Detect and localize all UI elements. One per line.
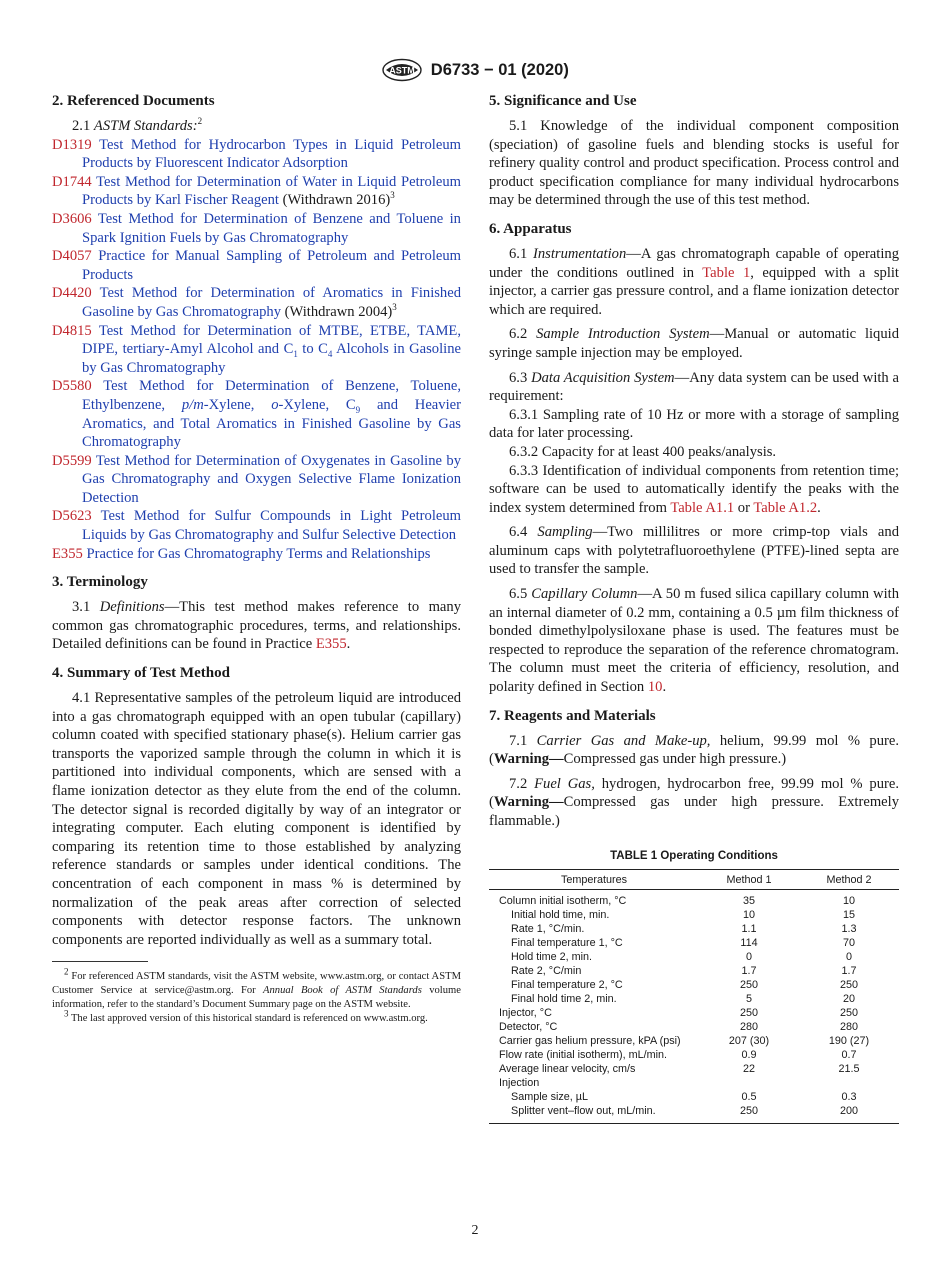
row-label: Final temperature 2, °C <box>511 978 623 991</box>
column-header: Method 1 <box>699 869 799 889</box>
operating-conditions-table <box>489 869 899 1124</box>
row-label: Average linear velocity, cm/s <box>499 1062 636 1075</box>
table-row <box>489 1090 899 1104</box>
footnote-3: $^3$ The last approved version of this historical standard is referenced on www.astm.org. <box>64 1008 428 1025</box>
method-1-value: 0 <box>745 950 752 963</box>
method-2-value: 1.7 <box>841 964 857 977</box>
section-5-1: 5.1 Knowledge of the individual component composition (speciation) of gasoline fuels and blending stocks is useful for refinery quality control and product specification. Process control and product specification compliance for many individual hydrocarbons may be determined through the use of this test method. <box>489 118 899 209</box>
row-label: Final hold time 2, min. <box>511 992 617 1005</box>
table-row <box>489 992 899 1006</box>
method-2-value <box>799 1076 899 1090</box>
method-2-value: 21.5 <box>838 1062 860 1075</box>
section-6-2: 6.2 Sample Introduction System—Manual or automatic liquid syringe sample injection may be employed. <box>489 326 899 361</box>
method-2-value: 10 <box>842 894 855 907</box>
reference-item[interactable]: D5623 Test Method for Sulfur Compounds in Light Petroleum Liquids by Gas Chromatography and Sulfur Selective Detection <box>52 508 462 544</box>
method-1-value <box>699 1076 799 1090</box>
section-2-1: 2.1 ASTM Standards:$^2$ <box>72 116 203 134</box>
table-row <box>489 964 899 978</box>
table-row <box>489 950 899 964</box>
section-6-heading: 6. Apparatus <box>489 220 572 237</box>
table-row <box>489 978 899 992</box>
method-1-value: 250 <box>739 978 758 991</box>
method-2-value: 250 <box>839 978 858 991</box>
method-1-value: 35 <box>742 894 755 907</box>
table-a1-2-link[interactable]: Table A1.2 <box>753 499 818 516</box>
method-2-value: 0 <box>845 950 852 963</box>
method-1-value: 250 <box>699 1104 799 1124</box>
method-2-value: 0.7 <box>841 1048 857 1061</box>
reference-item[interactable]: D5599 Test Method for Determination of Oxygenates in Gasoline by Gas Chromatography and Oxygen Selective Flame Ionization Detection <box>52 452 462 506</box>
method-1-value: 22 <box>742 1062 755 1075</box>
row-label: Splitter vent–flow out, mL/min. <box>489 1104 699 1124</box>
section-7-1: 7.1 Carrier Gas and Make-up, helium, 99.99 mol % pure. (Warning—Compressed gas under high pressure.) <box>489 732 899 768</box>
page-header <box>0 58 950 84</box>
method-2-value: 0.3 <box>841 1090 857 1103</box>
svg-text:ASTM: ASTM <box>389 65 415 76</box>
row-label: Rate 2, °C/min <box>511 964 582 977</box>
method-1-value: 0.5 <box>741 1090 757 1103</box>
table-row <box>489 1034 899 1048</box>
method-2-value: 200 <box>799 1104 899 1124</box>
row-label: Column initial isotherm, °C <box>499 894 627 907</box>
section-2-heading: 2. Referenced Documents <box>52 93 215 109</box>
method-1-value: 10 <box>742 908 755 921</box>
section-4-heading: 4. Summary of Test Method <box>52 665 230 682</box>
section-5-heading: 5. Significance and Use <box>489 93 637 109</box>
method-1-value: 1.7 <box>741 964 757 977</box>
table-row <box>489 889 899 908</box>
method-1-value: 1.1 <box>741 922 757 935</box>
e355-link[interactable]: E355 <box>315 636 347 653</box>
table-row <box>489 936 899 950</box>
row-label: Flow rate (initial isotherm), mL/min. <box>499 1048 667 1061</box>
footnote-2: $^2$ For referenced ASTM standards, visit the ASTM website, www.astm.org, or contact ASTM Customer Service at service@astm.org. For Annual Book of ASTM Standards volume information, refer to the standard’s Document Summary page on the ASTM website. <box>52 966 461 1011</box>
reference-item[interactable]: D1744 Test Method for Determination of Water in Liquid Petroleum Products by Karl Fischer Reagent (Withdrawn 2016)$^3$ <box>52 173 461 209</box>
table-1 <box>489 849 899 1124</box>
method-1-value: 250 <box>739 1006 758 1019</box>
section-3-heading: 3. Terminology <box>52 574 148 591</box>
designation: D6733 − 01 (2020) <box>430 60 569 79</box>
section-4-1: 4.1 Representative samples of the petroleum liquid are introduced into a gas chromatograph equipped with an open tubular (capillary) column coated with specified stationary phase(s). Helium carrier gas transports the vaporized sample through the column in which it is partitioned into individual components, which are sensed with a flame ionization detector as they elute from the end of the column. The detector signal is recorded digitally by way of an integrator or integrating computer. Each eluting component is identified by comparing its retention time to those established by analyzing reference standards or samples under identical conditions. The concentration of each component in mass % is determined by normalization of the peak areas after correction of selected components with detector response factors. The unknown components are reported individually as well as a summary total. <box>52 690 461 948</box>
reference-item[interactable]: D5580 Test Method for Determination of Benzene, Toluene, Ethylbenzene, p/m-Xylene, o-Xylene, $C_9$ and Heavier Aromatics, and Total Aromatics in Finished Gasoline by Gas Chromatography <box>52 378 461 451</box>
method-2-value: 20 <box>842 992 855 1005</box>
table-row <box>489 1104 899 1124</box>
row-label: Hold time 2, min. <box>511 950 593 963</box>
table-row <box>489 1020 899 1034</box>
column-header: Temperatures <box>489 869 699 889</box>
section-7-heading: 7. Reagents and Materials <box>489 707 656 724</box>
table-row <box>489 1076 899 1090</box>
row-label: Injector, °C <box>499 1006 552 1019</box>
row-label: Rate 1, °C/min. <box>511 922 585 935</box>
method-2-value: 280 <box>839 1020 858 1033</box>
section-10-link[interactable]: 10 <box>647 679 663 696</box>
reference-item[interactable]: D3606 Test Method for Determination of Benzene and Toluene in Spark Ignition Fuels by Gas Chromatography <box>52 210 461 246</box>
method-2-value: 250 <box>839 1006 858 1019</box>
column-header: Method 2 <box>799 869 899 889</box>
astm-logo-icon <box>381 58 423 82</box>
method-1-value: 0.9 <box>741 1048 757 1061</box>
right-column <box>489 92 899 1124</box>
reference-item[interactable]: E355 Practice for Gas Chromatography Terms and Relationships <box>52 545 431 562</box>
reference-item[interactable]: D4420 Test Method for Determination of Aromatics in Finished Gasoline by Gas Chromatography (Withdrawn 2004)$^3$ <box>52 285 461 320</box>
section-6-3-1: 6.3.1 Sampling rate of 10 Hz or more with a storage of sampling data for later processing. <box>489 406 899 442</box>
row-label: Initial hold time, min. <box>511 908 610 921</box>
table-1-title: TABLE 1 Operating Conditions <box>610 849 778 862</box>
reference-item[interactable]: D1319 Test Method for Hydrocarbon Types in Liquid Petroleum Products by Fluorescent Indicator Adsorption <box>52 136 461 172</box>
method-1-value: 114 <box>740 936 758 949</box>
section-6-1: 6.1 Instrumentation—A gas chromatograph capable of operating under the conditions outlined in Table 1, equipped with a split injector, a carrier gas pressure control, and a flame ionization detector which are required. <box>489 245 899 318</box>
section-6-4: 6.4 Sampling—Two millilitres or more crimp-top vials and aluminum caps with polytetrafluoroethylene (PTFE)-lined septa are used to transfer the sample. <box>489 524 899 578</box>
table-row <box>489 1006 899 1020</box>
row-label: Sample size, µL <box>511 1090 589 1103</box>
section-7-2: 7.2 Fuel Gas, hydrogen, hydrocarbon free, 99.99 mol % pure. (Warning—Compressed gas under high pressure. Extremely flammable.) <box>489 775 899 829</box>
left-column <box>52 92 461 1026</box>
reference-item[interactable]: D4815 Test Method for Determination of MTBE, ETBE, TAME, DIPE, tertiary-Amyl Alcohol and $C_1$ to $C_4$ Alcohols in Gasoline by Gas Chromatography <box>52 322 461 376</box>
section-6-3-2: 6.3.2 Capacity for at least 400 peaks/analysis. <box>509 443 777 460</box>
section-6-5: 6.5 Capillary Column—A 50 m fused silica capillary column with an internal diameter of 0.2 mm, containing a 0.5 µm film thickness of bonded dimethylpolysiloxane phase is used. The features must be respected to reproduce the separation of the reference chromatogram. The column must meet the criteria of efficiency, resolution, and polarity defined in Section 10. <box>489 586 899 696</box>
table-row <box>489 1062 899 1076</box>
table-a1-1-link[interactable]: Table A1.1 <box>670 499 735 516</box>
page-number: 2 <box>471 1223 479 1238</box>
method-2-value: 190 (27) <box>828 1034 870 1047</box>
row-label: Injection <box>499 1076 540 1089</box>
section-6-3: 6.3 Data Acquisition System—Any data system can be used with a requirement: <box>489 369 900 405</box>
row-label: Final temperature 1, °C <box>511 936 623 949</box>
method-1-value: 207 (30) <box>728 1034 770 1047</box>
reference-item[interactable]: D4057 Practice for Manual Sampling of Petroleum and Petroleum Products <box>52 248 461 283</box>
section-6-3-3: 6.3.3 Identification of individual components from retention time; software can be used to automatically identify the peaks with the index system determined from Table A1.1 or Table A1.2. <box>489 462 899 516</box>
table-row <box>489 922 899 936</box>
footnote-rule <box>52 961 148 962</box>
method-1-value: 280 <box>739 1020 758 1033</box>
method-2-value: 1.3 <box>841 922 857 935</box>
section-3-1: 3.1 Definitions—This test method makes reference to many common gas chromatographic procedures, terms, and relationships. Detailed definitions can be found in Practice E355. <box>52 599 461 653</box>
method-2-value: 15 <box>842 908 855 921</box>
method-1-value: 5 <box>745 992 752 1005</box>
table-row <box>489 908 899 922</box>
method-2-value: 70 <box>842 936 855 949</box>
row-label: Detector, °C <box>499 1020 558 1033</box>
row-label: Carrier gas helium pressure, kPA (psi) <box>499 1034 681 1047</box>
table-row <box>489 1048 899 1062</box>
table-1-link[interactable]: Table 1 <box>702 264 751 281</box>
